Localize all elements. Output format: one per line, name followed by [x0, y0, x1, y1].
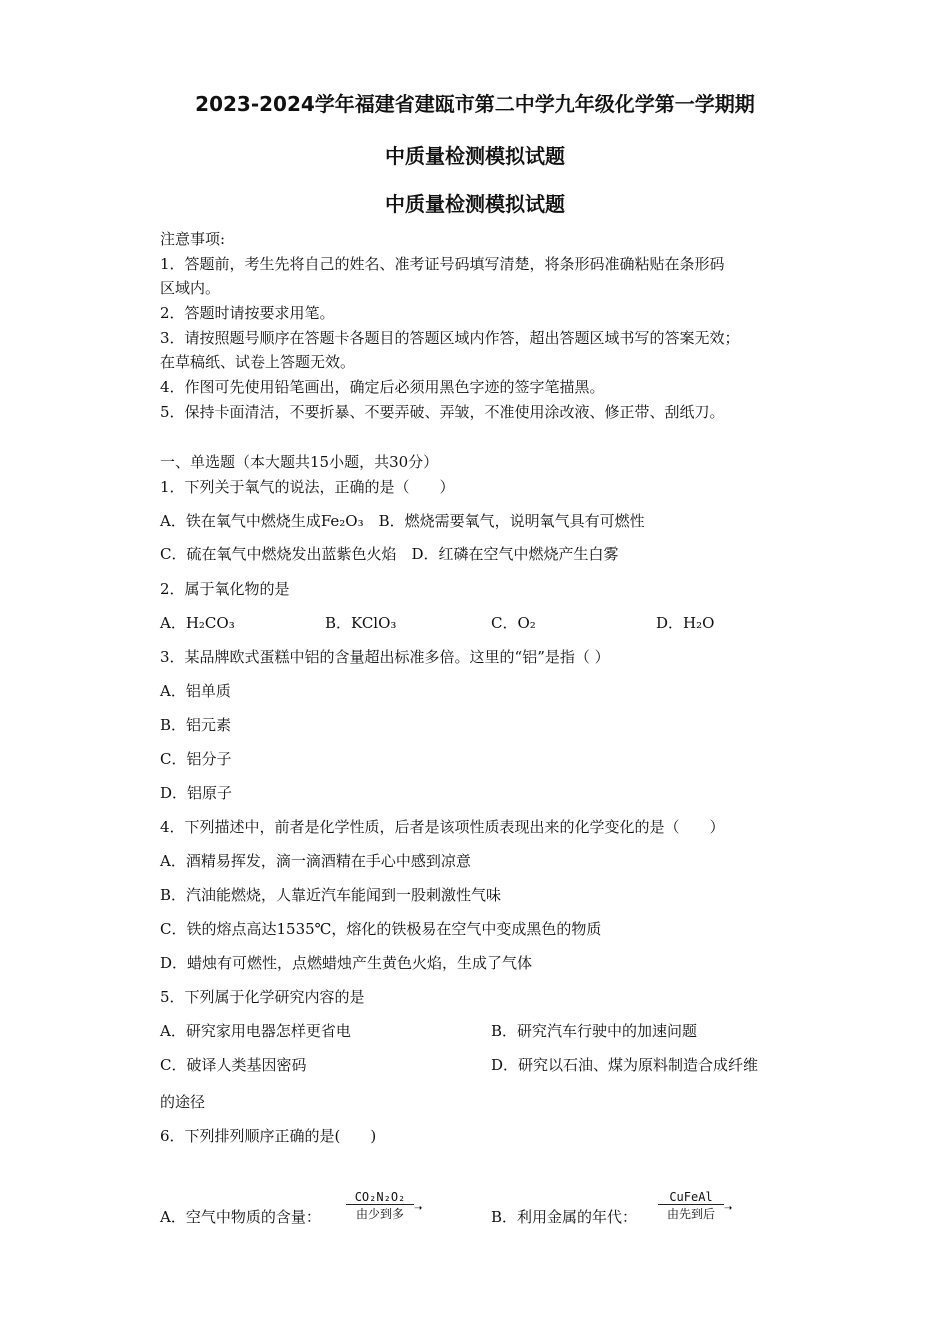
q1-options-cd: C．硫在氧气中燃烧发出蓝紫色火焰 D．红磷在空气中燃烧产生白雾 — [160, 545, 619, 563]
q6-option-a-label: A．空气中物质的含量： — [160, 1208, 321, 1226]
q4-stem: 4．下列描述中，前者是化学性质，后者是该项性质表现出来的化学变化的是（ ） — [160, 818, 725, 836]
q2-option-c: C．O₂ — [491, 614, 536, 632]
notice-item: 3．请按照题号顺序在答题卡各题目的答题区域内作答，超出答题区域书写的答案无效； — [160, 329, 740, 347]
notice-heading: 注意事项: — [160, 230, 226, 248]
q6-option-b-direction: 由先到后 — [658, 1204, 724, 1221]
doc-title-line3: 中质量检测模拟试题 — [385, 192, 565, 216]
q4-option-c: C．铁的熔点高达1535℃，熔化的铁极易在空气中变成黑色的物质 — [160, 920, 602, 938]
q6-option-b-label: B．利用金属的年代： — [491, 1208, 638, 1226]
q3-stem: 3．某品牌欧式蛋糕中铝的含量超出标准多倍。这里的“铝”是指（ ） — [160, 648, 610, 666]
q6-stem: 6．下列排列顺序正确的是( ) — [160, 1127, 377, 1145]
q2-option-b: B．KClO₃ — [325, 614, 397, 632]
q5-option-b: B．研究汽车行驶中的加速问题 — [491, 1022, 698, 1040]
q2-stem: 2．属于氧化物的是 — [160, 580, 290, 598]
q1-options-ab: A．铁在氧气中燃烧生成Fe₂O₃ B．燃烧需要氧气，说明氧气具有可燃性 — [160, 512, 645, 530]
q5-option-d: D．研究以石油、煤为原料制造合成纤维 — [491, 1056, 759, 1074]
q6-option-a-direction: 由少到多 — [346, 1204, 414, 1221]
notice-item: 1．答题前，考生先将自己的姓名、准考证号码填写清楚，将条形码准确粘贴在条形码 — [160, 255, 725, 273]
q6-option-b-metals: CuFeAl — [669, 1190, 713, 1204]
q1-stem: 1．下列关于氧气的说法，正确的是（ ） — [160, 478, 455, 496]
notice-item: 在草稿纸、试卷上答题无效。 — [160, 353, 356, 371]
q4-option-a: A．酒精易挥发，滴一滴酒精在手心中感到凉意 — [160, 852, 471, 870]
q3-option-b: B．铝元素 — [160, 716, 232, 734]
arrow-right-icon: ➝ — [724, 1203, 733, 1214]
q5-option-d-continued: 的途径 — [160, 1093, 206, 1111]
q2-option-d: D．H₂O — [656, 614, 715, 632]
doc-title-line2: 中质量检测模拟试题 — [385, 144, 565, 168]
doc-title-line1: 2023-2024学年福建省建瓯市第二中学九年级化学第一学期期 — [195, 92, 755, 116]
notice-item: 2．答题时请按要求用笔。 — [160, 304, 335, 322]
q3-option-a: A．铝单质 — [160, 682, 231, 700]
q6-option-a-order — [346, 1190, 414, 1221]
q4-option-b: B．汽油能燃烧，人靠近汽车能闻到一股刺激性气味 — [160, 886, 502, 904]
q2-option-a: A．H₂CO₃ — [160, 614, 235, 632]
q6-option-b-order — [658, 1190, 724, 1221]
notice-item: 5．保持卡面清洁，不要折暴、不要弄破、弄皱，不准使用涂改液、修正带、刮纸刀。 — [160, 403, 725, 421]
q3-option-c: C．铝分子 — [160, 750, 232, 768]
q3-option-d: D．铝原子 — [160, 784, 233, 802]
q5-option-c: C．破译人类基因密码 — [160, 1056, 307, 1074]
q6-option-a-substances: CO₂N₂O₂ — [354, 1190, 406, 1204]
arrow-right-icon: ➝ — [414, 1203, 423, 1214]
q5-stem: 5．下列属于化学研究内容的是 — [160, 988, 365, 1006]
q4-option-d: D．蜡烛有可燃性，点燃蜡烛产生黄色火焰，生成了气体 — [160, 954, 533, 972]
section-heading: 一、单选题（本大题共15小题，共30分） — [160, 453, 439, 471]
q5-option-a: A．研究家用电器怎样更省电 — [160, 1022, 351, 1040]
notice-item: 4．作图可先使用铅笔画出，确定后必须用黑色字迹的签字笔描黑。 — [160, 378, 605, 396]
notice-item: 区域内。 — [160, 279, 221, 297]
